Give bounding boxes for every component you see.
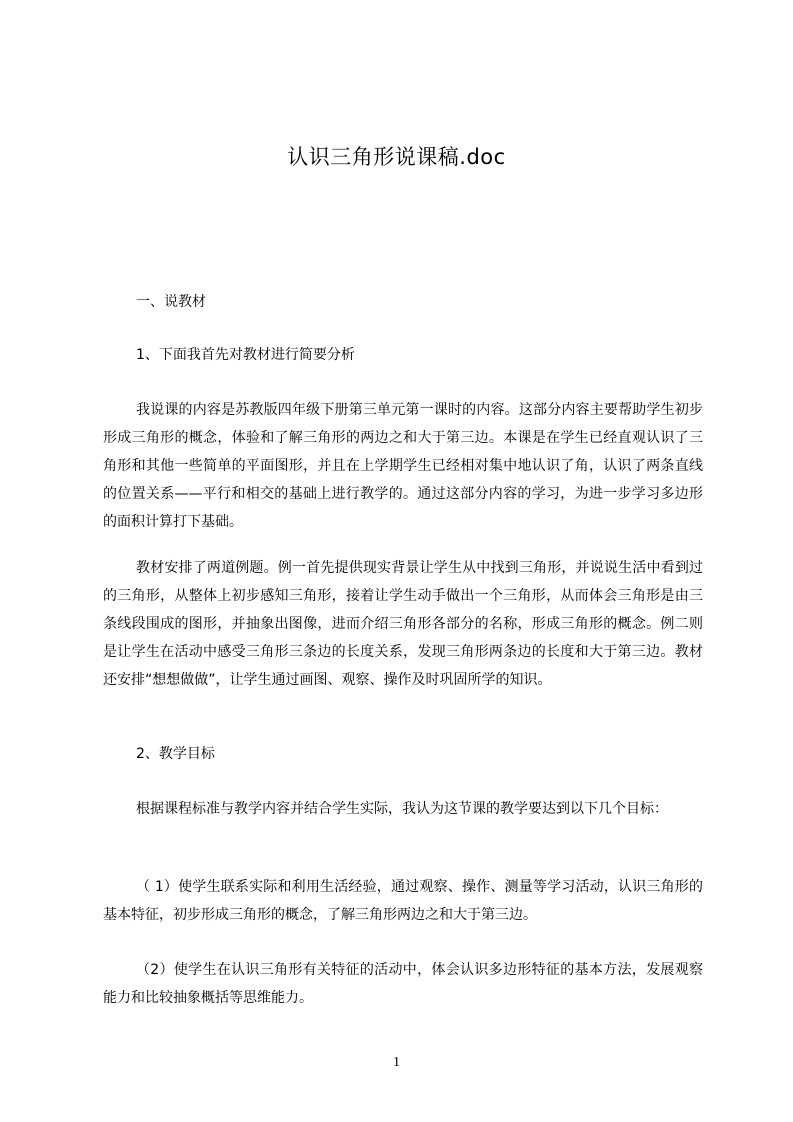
- paragraph-goal-2: （2）使学生在认识三角形有关特征的活动中，体会认识多边形特征的基本方法，发展观察能力和比较抽象概括等思维能力。: [103, 962, 703, 1006]
- subsection-heading-1-2: 2、教学目标: [136, 746, 215, 762]
- section-heading-1: 一、说教材: [136, 294, 206, 310]
- document-title: 认识三角形说课稿.doc: [287, 145, 506, 169]
- paragraph-examples: 教材安排了两道例题。例一首先提供现实背景让学生从中找到三角形，并说说生活中看到过的三角形，从整体上初步感知三角形，接着让学生动手做出一个三角形，从而体会三角形是由三条线段围成的图形，并抽象出图像，进而介绍三角形各部分的名称，形成三角形的概念。例二则是让学生在活动中感受三角形三条边的长度关系，发现三角形两条边的长度和大于第三边。教材还安排“想想做做”，让学生通过画图、观察、操作及时巩固所学的知识。: [103, 560, 703, 688]
- subsection-heading-1-1: 1、下面我首先对教材进行简要分析: [136, 347, 355, 363]
- page-number: 1: [393, 1055, 400, 1070]
- paragraph-goal-1: （ 1）使学生联系实际和利用生活经验，通过观察、操作、测量等学习活动，认识三角形的基本特征，初步形成三角形的概念，了解三角形两边之和大于第三边。: [103, 879, 703, 923]
- paragraph-goals-intro: 根据课程标准与教学内容并结合学生实际，我认为这节课的教学要达到以下几个目标：: [136, 801, 668, 817]
- paragraph-content-intro: 我说课的内容是苏教版四年级下册第三单元第一课时的内容。这部分内容主要帮助学生初步形成三角形的概念，体验和了解三角形的两边之和大于第三边。本课是在学生已经直观认识了三角形和其他一些简单的平面图形，并且在上学期学生已经相对集中地认识了角，认识了两条直线的位置关系——平行和相交的基础上进行教学的。通过这部分内容的学习，为进一步学习多边形的面积计算打下基础。: [103, 402, 703, 530]
